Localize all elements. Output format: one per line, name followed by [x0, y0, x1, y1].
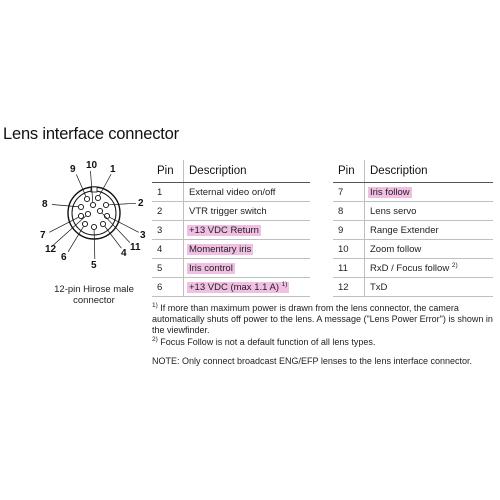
pin-1-label: 1	[110, 164, 116, 175]
connector-pinout-drawing	[34, 158, 154, 283]
pin-description-cell	[184, 278, 311, 297]
pin-8-dot	[78, 204, 83, 209]
pin-10-dot	[90, 202, 95, 207]
pin-number-cell: 2	[152, 202, 184, 221]
pin-number-cell: 5	[152, 259, 184, 278]
description-label: External video on/off	[189, 186, 276, 198]
description-text	[189, 206, 267, 217]
description-label: Momentary iris	[189, 243, 252, 255]
description-label: Range Extender	[370, 224, 439, 236]
description-text	[370, 244, 421, 255]
connector-caption	[34, 284, 154, 306]
footnotes	[152, 303, 497, 367]
footnote-ref: 1)	[281, 280, 288, 288]
connector-pins	[78, 195, 109, 229]
description-text	[370, 282, 387, 293]
pin-number-cell: 1	[152, 183, 184, 202]
pin-2-leader	[109, 203, 136, 205]
pin-number-cell: 11	[333, 259, 365, 278]
pin-description-cell	[365, 240, 494, 259]
pin-table-right	[333, 160, 493, 297]
pin-7-label: 7	[40, 230, 46, 241]
pin-6-dot	[82, 221, 87, 226]
table-row	[152, 221, 310, 240]
table-row	[333, 221, 493, 240]
pin-number-cell: 4	[152, 240, 184, 259]
footnote-1	[152, 303, 497, 337]
table-header-row	[152, 160, 310, 183]
footnote-1-marker: 1)	[152, 302, 158, 309]
footnote-2-marker: 2)	[152, 335, 158, 343]
pin-description-cell	[365, 202, 494, 221]
pin-description-cell	[365, 221, 494, 240]
pin-number-cell: 8	[333, 202, 365, 221]
pin-labels	[40, 160, 146, 271]
pin-8-leader	[52, 205, 78, 207]
description-text	[370, 263, 458, 274]
description-label: RxD / Focus follow	[370, 262, 450, 274]
pin-9-dot	[84, 196, 89, 201]
pin-7-dot	[78, 213, 83, 218]
pin-5-leader	[94, 230, 95, 259]
pin-5-label: 5	[91, 260, 97, 271]
pin-description-cell	[365, 278, 494, 297]
page-title: Lens interface connector	[3, 125, 179, 143]
table-row	[333, 259, 493, 278]
pin-number-cell: 7	[333, 183, 365, 202]
pin-6-label: 6	[61, 252, 67, 263]
pin-description-cell	[184, 240, 311, 259]
highlighted-description	[187, 244, 253, 255]
description-column-header: Description	[184, 160, 311, 183]
footnote-ref: 2)	[451, 261, 458, 269]
pin-number-cell: 9	[333, 221, 365, 240]
pin-1-dot	[95, 195, 100, 200]
pin-2-label: 2	[138, 198, 144, 209]
pin-number-cell: 3	[152, 221, 184, 240]
pin-10-label: 10	[86, 160, 98, 171]
pin-description-cell	[184, 183, 311, 202]
table-row	[333, 183, 493, 202]
pin-8-label: 8	[42, 199, 48, 210]
description-label: +13 VDC (max 1.1 A)	[189, 281, 280, 293]
table-row	[333, 240, 493, 259]
description-text	[370, 206, 416, 217]
description-label: +13 VDC Return	[189, 224, 259, 236]
pin-11-dot	[97, 208, 102, 213]
table-row	[333, 202, 493, 221]
description-label: Iris follow	[370, 186, 410, 198]
pin-4-dot	[100, 221, 105, 226]
footnote-2	[152, 337, 497, 348]
footnote-1-text: If more than maximum power is drawn from the lens connector, the camera automatically shuts off power to the lens. A message ("Lens Power Error") is shown in the viewfinder.	[152, 303, 493, 336]
pin-leader-lines	[49, 171, 138, 259]
description-label: Zoom follow	[370, 243, 422, 255]
pin-description-cell	[184, 221, 311, 240]
pin-3-label: 3	[140, 230, 146, 241]
pin-description-cell	[365, 259, 494, 278]
highlighted-description	[187, 225, 261, 236]
footnote-2-text: Focus Follow is not a default function of all lens types.	[157, 336, 376, 347]
description-text	[370, 225, 439, 236]
highlighted-description	[368, 187, 412, 198]
pin-5-dot	[91, 224, 96, 229]
lens-note: NOTE: Only connect broadcast ENG/EFP lenses to the lens interface connector.	[152, 355, 472, 366]
description-label: Iris control	[189, 262, 233, 274]
pin-12-label: 12	[45, 244, 57, 255]
table-row	[152, 183, 310, 202]
table-header-row	[333, 160, 493, 183]
table-row	[152, 202, 310, 221]
description-text	[189, 187, 275, 198]
pin-description-cell	[184, 259, 311, 278]
description-column-header: Description	[365, 160, 494, 183]
pin-11-label: 11	[130, 242, 141, 253]
connector-diagram	[34, 158, 154, 308]
pin-column-header: Pin	[152, 160, 184, 183]
caption-line-2: connector	[73, 295, 115, 306]
highlighted-description	[187, 282, 289, 293]
pin-column-header: Pin	[333, 160, 365, 183]
pin-6-leader	[68, 227, 83, 252]
description-label: TxD	[370, 281, 388, 293]
pin-description-cell	[365, 183, 494, 202]
pin-table-left	[152, 160, 310, 297]
pin-description-cell	[184, 202, 311, 221]
caption-line-1: 12-pin Hirose male	[54, 284, 134, 295]
pin-number-cell: 12	[333, 278, 365, 297]
table-row	[152, 278, 310, 297]
pin-number-cell: 6	[152, 278, 184, 297]
description-label: Lens servo	[370, 205, 417, 217]
pin-number-cell: 10	[333, 240, 365, 259]
table-row	[152, 240, 310, 259]
description-label: VTR trigger switch	[189, 205, 267, 217]
table-row	[333, 278, 493, 297]
table-row	[152, 259, 310, 278]
pin-9-label: 9	[70, 164, 76, 175]
pin-4-label: 4	[121, 248, 127, 259]
pin-12-dot	[85, 211, 90, 216]
pin-2-dot	[103, 202, 108, 207]
highlighted-description	[187, 263, 235, 274]
